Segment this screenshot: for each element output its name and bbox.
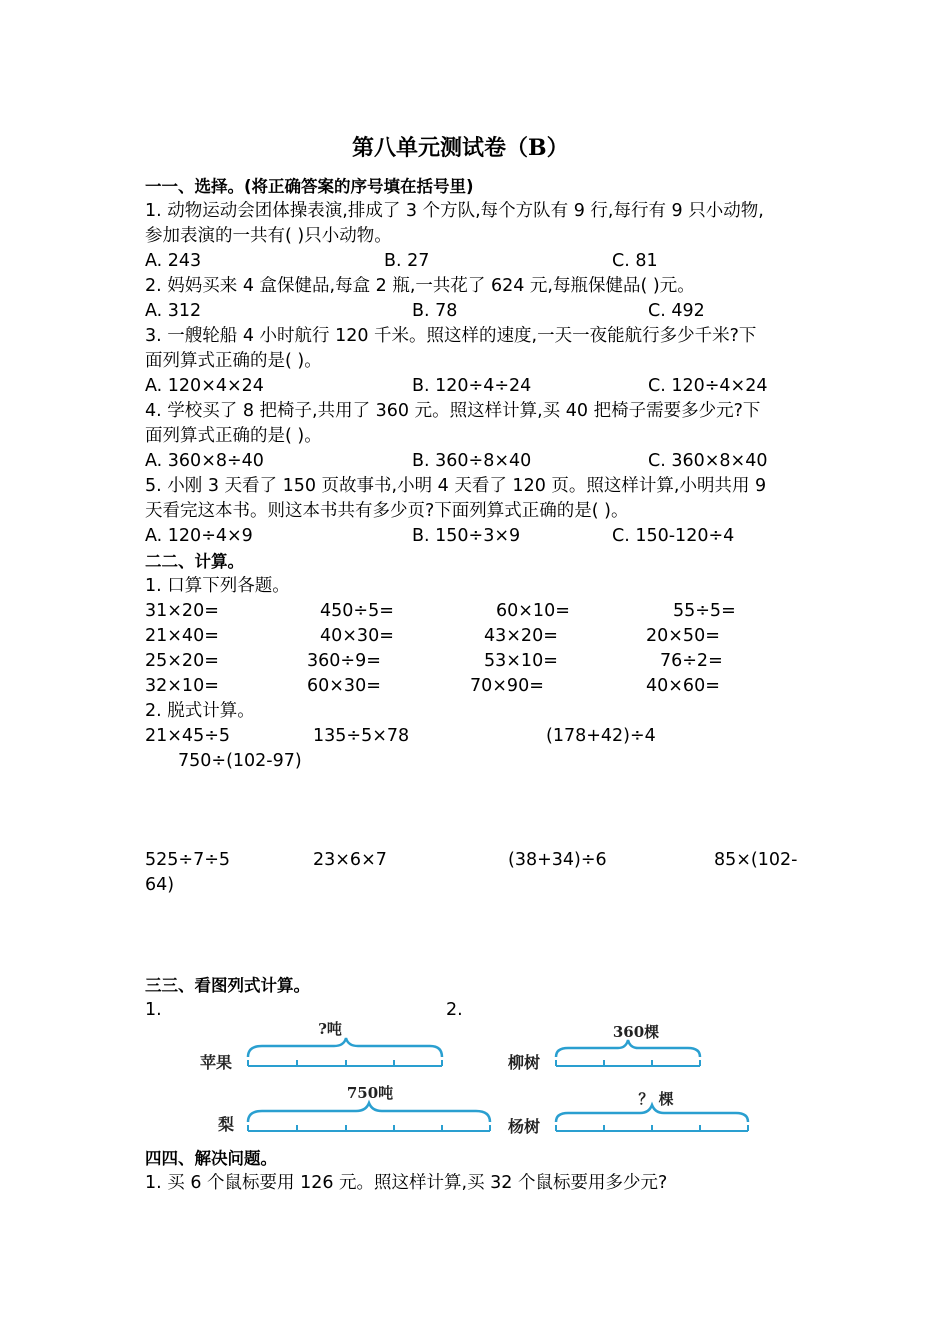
oral-item: 31×20= [145,601,219,621]
section-heading-solve: 四四、解决问题。 [145,1149,277,1168]
option-a: A. 120×4×24 [145,376,264,396]
step-item: (178+42)÷4 [546,726,656,746]
question-text: 天看完这本书。则这本书共有多少页?下面列算式正确的是( )。 [145,501,629,521]
oral-item: 360÷9= [307,651,381,671]
question-text: 3. 一艘轮船 4 小时航行 120 千米。照这样的速度,一天一夜能航行多少千米?下 [145,326,757,346]
oral-item: 40×60= [646,676,720,696]
step-item: 23×6×7 [313,850,387,870]
label-750-ton: 750吨 [346,1084,394,1102]
option-b: B. 78 [412,301,458,321]
option-a: A. 360×8÷40 [145,451,264,471]
subsection-title: 1. 口算下列各题。 [145,576,290,596]
label-poplar: 杨树 [508,1117,541,1136]
step-item: 750÷(102-97) [178,751,302,771]
oral-item: 60×10= [496,601,570,621]
oral-item: 53×10= [484,651,558,671]
option-b: B. 360÷8×40 [412,451,532,471]
apple-brace [248,1038,442,1057]
oral-item: 32×10= [145,676,219,696]
option-a: A. 243 [145,251,202,271]
section-heading-calc: 二二、计算。 [145,552,244,571]
option-b: B. 150÷3×9 [412,526,521,546]
option-a: A. 312 [145,301,202,321]
option-c: C. 492 [648,301,705,321]
willow-brace [556,1040,700,1057]
question-text: 参加表演的一共有( )只小动物。 [145,226,392,246]
step-item: 21×45÷5 [145,726,230,746]
section-heading-choice: 一一、选择。(将正确答案的序号填在括号里) [145,177,474,196]
poplar-brace [556,1105,748,1122]
figure-number: 2. [446,1000,463,1020]
apple-bar [248,1060,442,1066]
step-item: 525÷7÷5 [145,850,230,870]
oral-item: 450÷5= [320,601,394,621]
option-c: C. 150-120÷4 [612,526,735,546]
question-text: 5. 小刚 3 天看了 150 页故事书,小明 4 天看了 120 页。照这样计算,小明共用 9 [145,476,767,496]
oral-item: 70×90= [470,676,544,696]
step-item: 135÷5×78 [313,726,410,746]
option-c: C. 81 [612,251,658,271]
oral-item: 20×50= [646,626,720,646]
step-item: (38+34)÷6 [508,850,607,870]
label-unknown-trees: ？ 棵 [638,1090,674,1108]
pear-brace [248,1103,490,1122]
step-item: 85×(102- [714,850,798,870]
label-willow: 柳树 [508,1053,541,1072]
option-b: B. 27 [384,251,430,271]
option-c: C. 360×8×40 [648,451,768,471]
label-apple: 苹果 [200,1053,233,1072]
option-a: A. 120÷4×9 [145,526,253,546]
oral-item: 40×30= [320,626,394,646]
question-text: 面列算式正确的是( )。 [145,426,322,446]
question-text: 2. 妈妈买来 4 盒保健品,每盒 2 瓶,一共花了 624 元,每瓶保健品( )元。 [145,276,695,296]
question-text: 1. 买 6 个鼠标要用 126 元。照这样计算,买 32 个鼠标要用多少元? [145,1173,668,1193]
oral-item: 21×40= [145,626,219,646]
oral-item: 55÷5= [673,601,736,621]
question-text: 4. 学校买了 8 把椅子,共用了 360 元。照这样计算,买 40 把椅子需要多少元?下 [145,401,761,421]
poplar-bar [556,1125,748,1131]
question-text: 1. 动物运动会团体操表演,排成了 3 个方队,每个方队有 9 行,每行有 9 只小动物, [145,201,764,221]
page-title: 第八单元测试卷（B） [352,135,569,161]
option-b: B. 120÷4÷24 [412,376,532,396]
label-360-trees: 360棵 [612,1023,660,1041]
section-heading-figure: 三三、看图列式计算。 [145,976,310,995]
oral-item: 25×20= [145,651,219,671]
figure-number: 1. [145,1000,162,1020]
label-pear: 梨 [218,1115,235,1134]
label-unknown-ton: ?吨 [318,1020,342,1038]
option-c: C. 120÷4×24 [648,376,768,396]
oral-item: 43×20= [484,626,558,646]
subsection-title: 2. 脱式计算。 [145,701,255,721]
oral-item: 76÷2= [660,651,723,671]
willow-bar [556,1060,700,1066]
question-text: 面列算式正确的是( )。 [145,351,322,371]
pear-bar [248,1125,490,1131]
oral-item: 60×30= [307,676,381,696]
step-item: 64) [145,875,175,895]
